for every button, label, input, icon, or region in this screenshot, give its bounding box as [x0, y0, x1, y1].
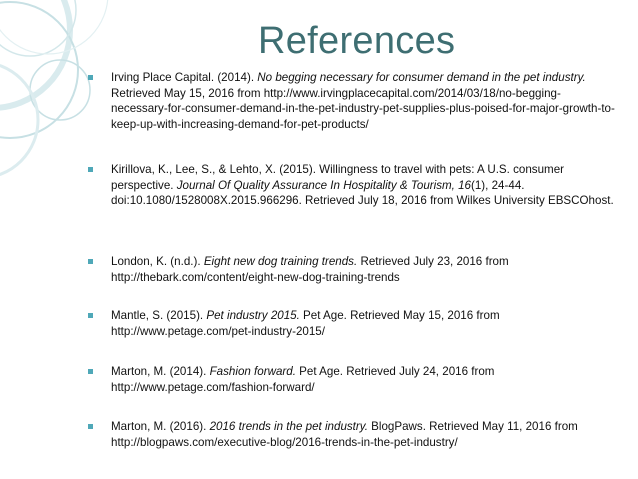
reference-text: Kirillova, K., Lee, S., & Lehto, X. (2015). Willingness to travel with pets: A U.S. consumer perspective. Journal Of Quality Assurance In Hospitality & Tourism, 16(1), 24-44. doi:10.1080/1528008X.2015.966296. Retrieved July 18, 2016 from Wilkes University EBSCOhost.	[111, 163, 614, 207]
reference-text: Marton, M. (2016). 2016 trends in the pet industry. BlogPaws. Retrieved May 11, 2016 from http://blogpaws.com/executive-blog/2016-trends-in-the-pet-industry/	[111, 420, 578, 449]
bullet-icon	[88, 313, 93, 318]
bullet-icon	[88, 167, 93, 172]
reference-text: Marton, M. (2014). Fashion forward. Pet Age. Retrieved July 24, 2016 from http://www.petage.com/fashion-forward/	[111, 365, 495, 394]
reference-text: Irving Place Capital. (2014). No begging necessary for consumer demand in the pet industry. Retrieved May 15, 2016 from http://www.irvingplacecapital.com/2014/03/18/no-begging-necessary-for-consumer-demand-in-the-pet-industry-pet-supplies-plus-poised-for-major-growth-to-keep-up-with-increasing-demand-for-pet-products/	[111, 71, 615, 131]
page-title: References	[258, 20, 456, 62]
reference-text: Mantle, S. (2015). Pet industry 2015. Pet Age. Retrieved May 15, 2016 from http://www.petage.com/pet-industry-2015/	[111, 309, 500, 338]
bullet-icon	[88, 369, 93, 374]
bullet-icon	[88, 259, 93, 264]
bullet-icon	[88, 424, 93, 429]
bullet-icon	[88, 75, 93, 80]
reference-text: London, K. (n.d.). Eight new dog training trends. Retrieved July 23, 2016 from http://thebark.com/content/eight-new-dog-training-trends	[111, 255, 509, 284]
